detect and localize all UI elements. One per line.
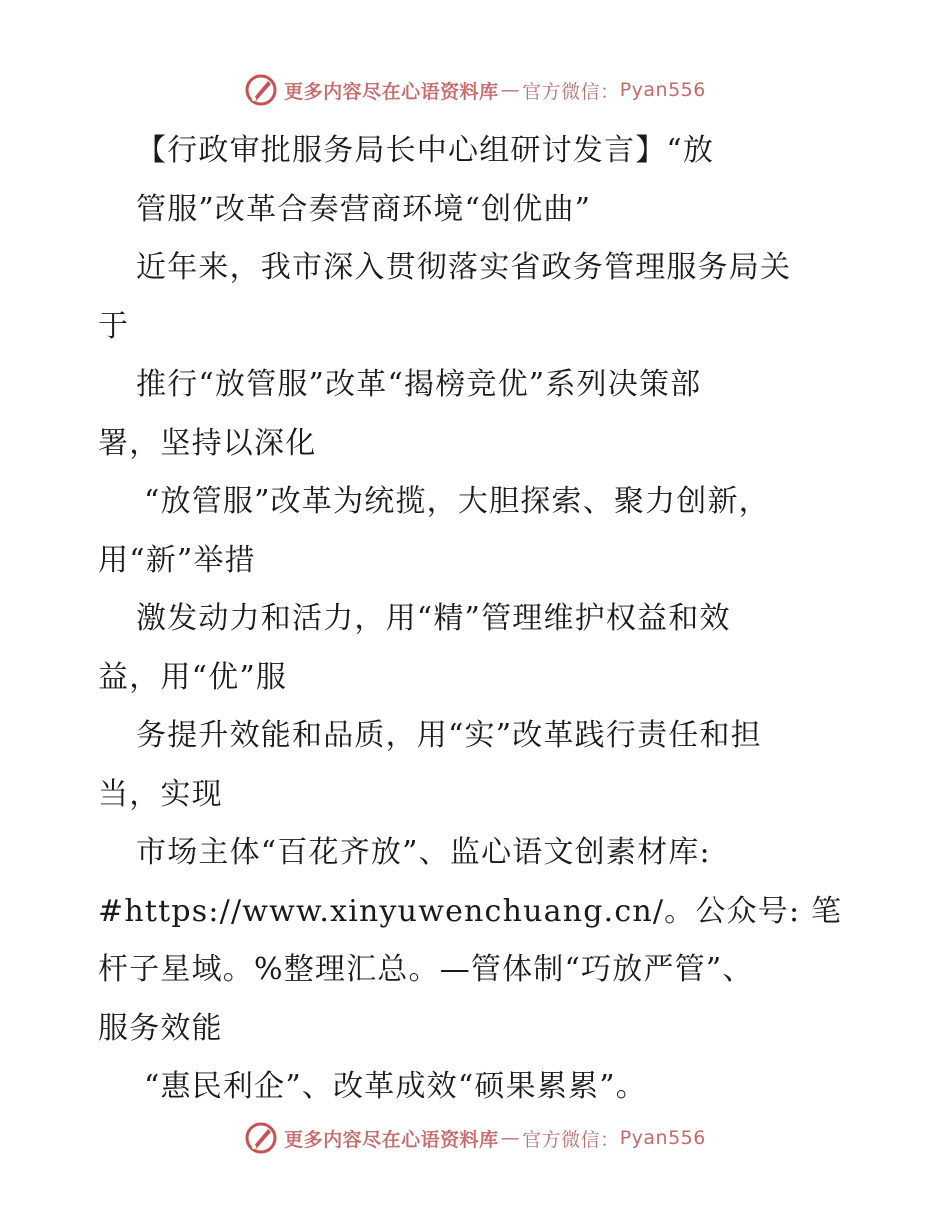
paragraph-line: “惠民利企”、改革成效“硕果累累”。 — [144, 1069, 647, 1104]
pen-logo-icon — [244, 73, 278, 107]
title-line-2: 管服”改革合奏营商环境“创优曲” — [136, 191, 592, 227]
paragraph-line: 于 — [98, 308, 130, 344]
watermark-separator: — — [500, 79, 521, 101]
paragraph-line: 近年来，我市深入贯彻落实省政务管理服务局关 — [136, 250, 792, 285]
paragraph-line: 市场主体“百花齐放”、监心语文创素材库: — [136, 835, 711, 870]
paragraph-line: 用“新”举措 — [98, 542, 256, 578]
paragraph-line: 当，实现 — [98, 776, 223, 812]
paragraph-line: 益，用“优”服 — [98, 659, 288, 695]
pen-logo-icon — [244, 1121, 278, 1155]
header-watermark — [0, 70, 950, 110]
paragraph-line: “放管服”改革为统揽，大胆探索、聚力创新， — [144, 484, 770, 519]
footer-watermark — [0, 1118, 950, 1158]
watermark-contact-label: 官方微信： — [522, 80, 620, 103]
paragraph-line: 服务效能 — [98, 1010, 223, 1046]
paragraph-line: 务提升效能和品质，用“实”改革践行责任和担 — [136, 718, 762, 753]
watermark-text: 更多内容尽在心语资料库 — [284, 1128, 499, 1151]
watermark-separator: — — [500, 1127, 521, 1149]
paragraph-line: 推行“放管服”改革“揭榜竞优”系列决策部 — [136, 367, 702, 402]
watermark-contact-id: Pyan556 — [619, 79, 706, 101]
watermark-contact-label: 官方微信： — [522, 1128, 620, 1151]
paragraph-line: 署，坚持以深化 — [98, 425, 317, 461]
paragraph-line: 杆子星域。%整理汇总。—管体制“巧放严管”、 — [98, 952, 754, 987]
paragraph-line: 激发动力和活力，用“精”管理维护权益和效 — [136, 601, 731, 636]
watermark-text: 更多内容尽在心语资料库 — [284, 80, 499, 103]
watermark-contact-id: Pyan556 — [619, 1127, 706, 1149]
title-line-1: 【行政审批服务局长中心组研讨发言】“放 — [136, 133, 715, 168]
document-body — [98, 122, 858, 1117]
paragraph-line-url: #https://www.xinyuwenchuang.cn/。公众号: 笔 — [98, 893, 843, 929]
